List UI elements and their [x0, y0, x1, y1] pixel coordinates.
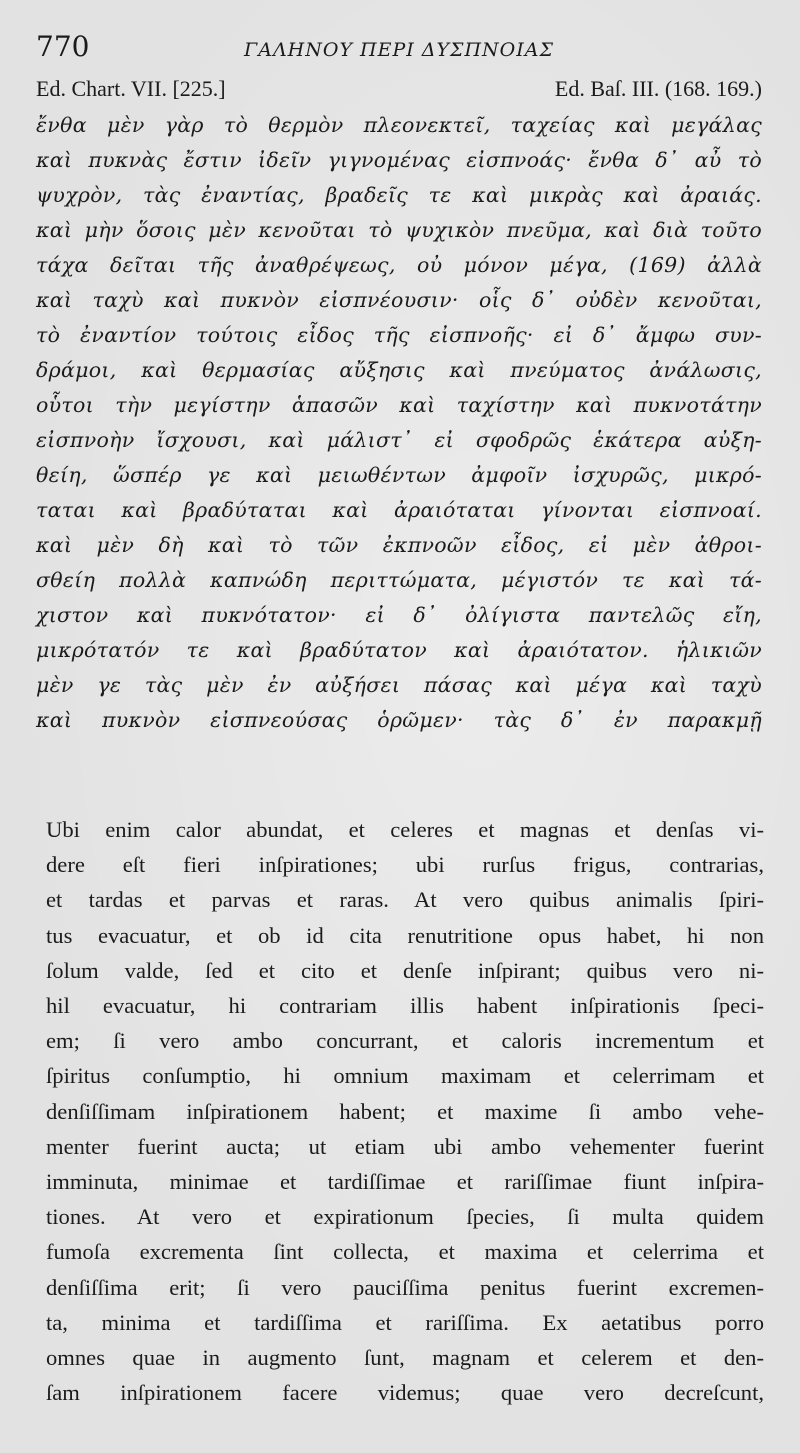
greek-line: ἔνθα μὲν γὰρ τὸ θερμὸν πλεονεκτεῖ, ταχείας καὶ μεγάλας — [36, 113, 762, 137]
latin-line: et tardas et parvas et raras. At vero quibus animalis ſpiri- — [46, 887, 764, 913]
greek-line: τάχα δεῖται τῆς ἀναθρέψεως, οὐ μόνον μέγα, (169) ἀλλὰ — [36, 253, 762, 277]
latin-line: ſpiritus conſumptio, hi omnium maximam et celerrimam et — [46, 1063, 764, 1089]
greek-line: οὗτοι τὴν μεγίστην ἁπασῶν καὶ ταχίστην καὶ πυκνοτάτην — [36, 393, 762, 417]
greek-line: καὶ μὲν δὴ καὶ τὸ τῶν ἐκπνοῶν εἶδος, εἰ μὲν ἀθροι- — [36, 533, 762, 557]
edition-basel: Ed. Baſ. III. (168. 169.) — [554, 76, 762, 101]
greek-line: καὶ πυκνὸν εἰσπνεούσας ὁρῶμεν· τὰς δ᾽ ἐν παρακμῇ — [36, 708, 762, 732]
latin-line: tus evacuatur, et ob id cita renutritione opus habet, hi non — [46, 922, 764, 948]
page-number: 770 — [36, 30, 90, 63]
latin-line: imminuta, minimae et tardiſſimae et rariſſimae fiunt inſpira- — [46, 1169, 764, 1195]
latin-line: ta, minima et tardiſſima et rariſſima. Ex aetatibus porro — [46, 1309, 764, 1335]
latin-text-block — [46, 812, 764, 1410]
latin-line: denſiſſima erit; ſi vero pauciſſima penitus fuerint excremen- — [46, 1274, 764, 1300]
latin-line: Ubi enim calor abundat, et celeres et magnas et denſas vi- — [46, 817, 764, 842]
greek-line: δράμοι, καὶ θερμασίας αὔξησις καὶ πνεύματος ἀνάλωσις, — [36, 358, 762, 382]
latin-line: menter fuerint aucta; ut etiam ubi ambo vehementer fuerint — [46, 1133, 764, 1159]
edition-references — [36, 72, 762, 106]
latin-line: hil evacuatur, hi contrariam illis habent inſpirationis ſpeci- — [46, 993, 764, 1019]
greek-line: καὶ μὴν ὅσοις μὲν κενοῦται τὸ ψυχικὸν πνεῦμα, καὶ διὰ τοῦτο — [36, 218, 762, 242]
latin-line: tiones. At vero et expirationum ſpecies, ſi multa quidem — [46, 1204, 764, 1230]
greek-line: ταται καὶ βραδύταται καὶ ἀραιόταται γίνονται εἰσπνοαί. — [36, 498, 762, 522]
greek-line: τὸ ἐναντίον τούτοις εἶδος τῆς εἰσπνοῆς· εἰ δ᾽ ἄμφω συν- — [36, 323, 762, 347]
latin-line: fumoſa excrementa ſint collecta, et maxima et celerrima et — [46, 1239, 764, 1265]
latin-line: omnes quae in augmento ſunt, magnam et celerem et den- — [46, 1345, 764, 1371]
latin-line: ſam inſpirationem facere videmus; quae vero decreſcunt, — [46, 1380, 764, 1406]
greek-line: μικρότατόν τε καὶ βραδύτατον καὶ ἀραιότατον. ἡλικιῶν — [36, 638, 762, 662]
greek-line: καὶ ταχὺ καὶ πυκνὸν εἰσπνέουσιν· οἷς δ᾽ οὐδὲν κενοῦται, — [36, 288, 762, 312]
running-head — [36, 30, 762, 72]
greek-line: σθείη πολλὰ καπνώδη περιττώματα, μέγιστόν τε καὶ τά- — [36, 568, 762, 592]
greek-line: μὲν γε τὰς μὲν ἐν αὐξήσει πάσας καὶ μέγα καὶ ταχὺ — [36, 673, 762, 697]
latin-line: dere eſt fieri inſpirationes; ubi rurſus frigus, contrarias, — [46, 852, 764, 878]
latin-line: denſiſſimam inſpirationem habent; et maxime ſi ambo vehe- — [46, 1098, 764, 1124]
edition-chartier: Ed. Chart. VII. [225.] — [36, 76, 226, 101]
latin-line: ſolum valde, ſed et cito et denſe inſpirant; quibus vero ni- — [46, 957, 764, 983]
greek-line: ψυχρὸν, τὰς ἐναντίας, βραδεῖς τε καὶ μικρὰς καὶ ἀραιάς. — [36, 183, 762, 207]
latin-line: em; ſi vero ambo concurrant, et caloris incrementum et — [46, 1028, 764, 1054]
greek-line: καὶ πυκνὰς ἔστιν ἰδεῖν γιγνομένας εἰσπνοάς· ἔνθα δ᾽ αὖ τὸ — [36, 148, 762, 172]
greek-line: χιστον καὶ πυκνότατον· εἰ δ᾽ ὀλίγιστα παντελῶς εἴη, — [36, 603, 762, 627]
greek-line: θείη, ὥσπέρ γε καὶ μειωθέντων ἀμφοῖν ἰσχυρῶς, μικρό- — [36, 463, 762, 487]
greek-line: εἰσπνοὴν ἴσχουσι, καὶ μάλιστ᾽ εἰ σφοδρῶς ἑκάτερα αὐξη- — [36, 428, 762, 452]
greek-text-block — [36, 108, 762, 738]
running-title: ΓΑΛΗΝΟΥ ΠΕΡΙ ΔΥΣΠΝΟΙΑΣ — [244, 39, 554, 61]
